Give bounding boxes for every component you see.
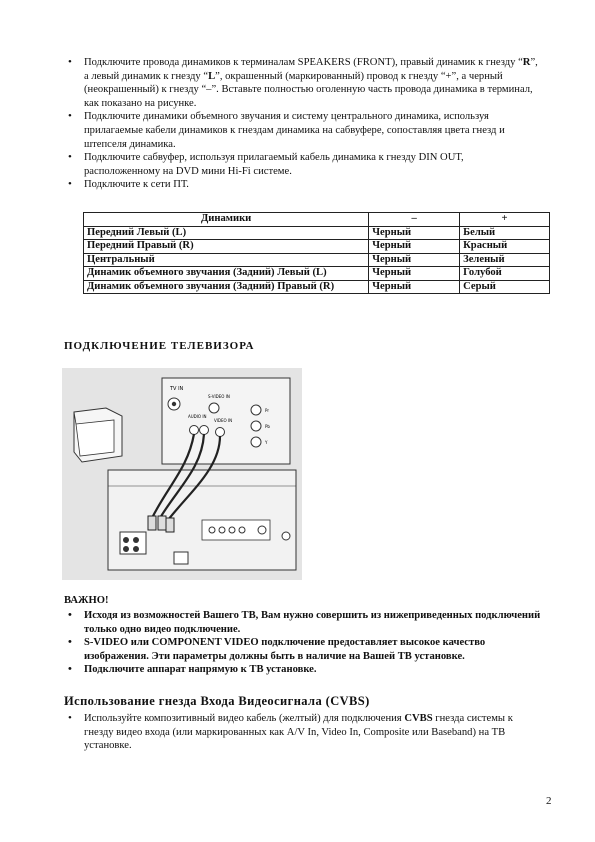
table-row [84, 280, 550, 294]
table-row [84, 226, 550, 240]
section-heading-cvbs: Использование гнезда Входа Видеосигнала (CVBS) [64, 694, 370, 708]
table-cell: Черный [369, 280, 460, 294]
list-item: • S-VIDEO или COMPONENT VIDEO подключение предоставляет высокое качество изображения. Эти параметры должны быть в наличие на Вашей ТВ установке. [64, 636, 542, 663]
table-cell: Центральный [84, 253, 369, 267]
table-cell: Черный [369, 267, 460, 281]
svg-text:S-VIDEO IN: S-VIDEO IN [208, 394, 230, 399]
list-item: • Подключите динамики объемного звучания и систему центрального динамика, используя прилагаемые кабели динамиков к гнездам динамика на сабвуфере, сопоставляя цвета гнезд и штепселя динамика. [64, 110, 542, 151]
page-number: 2 [546, 795, 552, 807]
svg-text:VIDEO IN: VIDEO IN [214, 418, 233, 423]
list-item: • Подключите сабвуфер, используя прилагаемый кабель динамика к гнезду DIN OUT, расположенному на DVD мини Hi-Fi системе. [64, 151, 542, 178]
tv-connection-diagram [62, 368, 302, 580]
svg-text:TV IN: TV IN [170, 386, 184, 392]
table-cell: Динамик объемного звучания (Задний) Правый (R) [84, 280, 369, 294]
table-row [84, 253, 550, 267]
table-header: – [369, 213, 460, 227]
important-notes-list [64, 609, 542, 677]
table-cell: Красный [460, 240, 550, 254]
table-cell: Черный [369, 240, 460, 254]
section-heading-tv-connection: ПОДКЛЮЧЕНИЕ ТЕЛЕВИЗОРА [64, 340, 255, 352]
table-row [84, 267, 550, 281]
list-item: • Подключите к сети ПТ. [64, 178, 542, 192]
table-header: + [460, 213, 550, 227]
table-cell: Белый [460, 226, 550, 240]
list-item: • Подключите провода динамиков к терминалам SPEAKERS (FRONT), правый динамик к гнезду “R”, а левый динамик к гнезду “L”, окрашенный (маркированный) провод к гнезду “+”, а черный (неокрашенный) к гнезду “–”. Вставьте полностью оголенную часть провода динамика в терминал, как показано на рисунке. [64, 56, 542, 110]
list-item: • Подключите аппарат напрямую к ТВ установке. [64, 663, 542, 677]
table-header: Динамики [84, 213, 369, 227]
table-cell: Зеленый [460, 253, 550, 267]
speaker-color-table [83, 212, 550, 294]
svg-text:Y: Y [265, 440, 268, 445]
table-cell: Голубой [460, 267, 550, 281]
cvbs-instructions-list [64, 712, 542, 753]
svg-text:AUDIO IN: AUDIO IN [188, 414, 207, 419]
table-cell: Черный [369, 253, 460, 267]
list-item: • Используйте композитивный видео кабель (желтый) для подключения CVBS гнезда системы к гнезду видео входа (или маркированных как A/V In, Video In, Composite или Baseband) на ТВ установке. [64, 712, 542, 753]
tv-set-illustration [74, 408, 122, 462]
table-cell: Черный [369, 226, 460, 240]
important-label: ВАЖНО! [64, 595, 109, 606]
svg-text:Pr: Pr [265, 408, 269, 413]
dvd-unit-rear-panel [108, 470, 296, 570]
list-item: • Исходя из возможностей Вашего ТВ, Вам нужно совершить из нижеприведенных подключений только одно видео подключение. [64, 609, 542, 636]
table-cell: Передний Правый (R) [84, 240, 369, 254]
table-row [84, 240, 550, 254]
connection-steps-list [64, 56, 542, 192]
table-cell: Динамик объемного звучания (Задний) Левый (L) [84, 267, 369, 281]
table-cell: Передний Левый (L) [84, 226, 369, 240]
tv-rear-panel [162, 378, 290, 464]
table-header-row [84, 213, 550, 227]
table-cell: Серый [460, 280, 550, 294]
svg-text:Pb: Pb [265, 424, 270, 429]
